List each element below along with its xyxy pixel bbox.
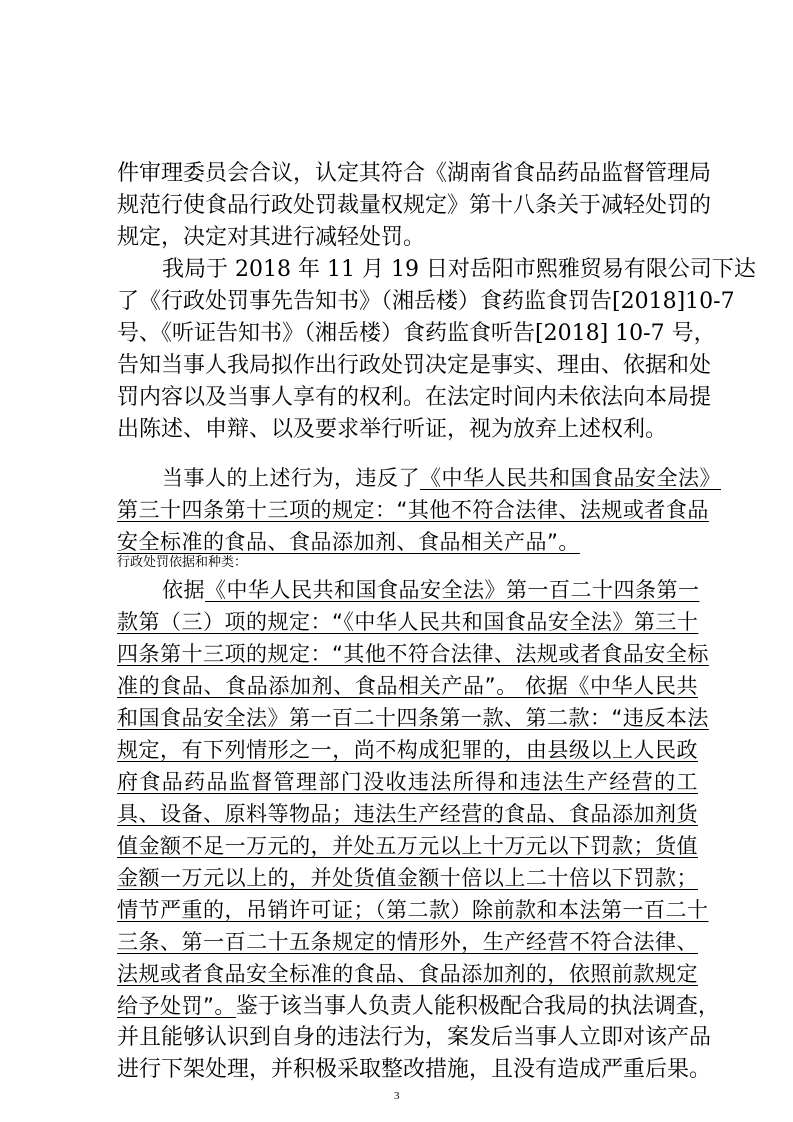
basis-prefix: 依据: [162, 578, 205, 602]
paragraph1-line2: 规范行使食品行政处罚裁量权规定》第十八条关于减轻处罚的: [117, 193, 712, 218]
paragraph2-line5: 罚内容以及当事人享有的权利。在法定时间内未依法向本局提: [117, 385, 712, 410]
paragraph2-line6: 出陈述、申辩、以及要求举行听证，视为放弃上述权利。: [117, 417, 668, 442]
basis-line1: [162, 574, 700, 606]
basis-line10: 金额一万元以上的，并处货值金额十倍以上二十倍以下罚款；: [117, 866, 698, 890]
basis-line7: 府食品药品监督管理部门没收违法所得和违法生产经营的工: [117, 770, 698, 794]
violation-law-name: 《中华人民共和国食品安全法》: [420, 466, 721, 490]
basis-last-plain: 鉴于该当事人负责人能积极配合我局的执法调查，: [235, 994, 720, 1019]
page-number: 3: [394, 1090, 400, 1102]
violation-prefix: 当事人的上述行为，违反了: [162, 466, 420, 490]
paragraph2-line4: 告知当事人我局拟作出行政处罚决定是事实、理由、依据和处: [117, 353, 712, 378]
basis-line1-underlined: 《中华人民共和国食品安全法》第一百二十四条第一: [205, 578, 700, 602]
basis-heading: 行政处罚依据和种类：: [117, 555, 248, 570]
paragraph1-line3: 规定，决定对其进行减轻处罚。: [117, 225, 426, 250]
paragraph2-line3: 号、《听证告知书》（湘岳楼）食药监食听告[2018] 10-7 号，: [117, 321, 716, 346]
violation-line2: 第三十四条第十三项的规定：“其他不符合法律、法规或者食品: [117, 498, 709, 522]
basis-last-underlined: 给予处罚”。: [117, 994, 236, 1018]
paragraph1-line1: 件审理委员会合议，认定其符合《湖南省食品药品监督管理局: [117, 161, 712, 186]
basis-line9: 值金额不足一万元的，并处五万元以上十万元以下罚款；货值: [117, 834, 698, 858]
paragraph2-line1: 我局于 2018 年 11 月 19 日对岳阳市熙雅贸易有限公司下达: [162, 257, 756, 282]
basis-line13: 法规或者食品安全标准的食品、食品添加剂的，依照前款规定: [117, 962, 698, 986]
basis-line14: [117, 990, 720, 1023]
basis-line3: 四条第十三项的规定：“其他不符合法律、法规或者食品安全标: [117, 642, 709, 666]
basis-line8: 具、设备、原料等物品；违法生产经营的食品、食品添加剂货: [117, 802, 698, 826]
basis-line15: 并且能够认识到自身的违法行为，案发后当事人立即对该产品: [117, 1025, 712, 1050]
basis-line12: 三条、第一百二十五条规定的情形外，生产经营不符合法律、: [117, 930, 698, 954]
paragraph2-line2: 了《行政处罚事先告知书》（湘岳楼）食药监食罚告[2018]10-7: [117, 289, 735, 314]
basis-line4: 准的食品、食品添加剂、食品相关产品”。 依据《中华人民共: [117, 674, 698, 698]
basis-line16: 进行下架处理，并积极采取整改措施，且没有造成严重后果。: [117, 1057, 712, 1082]
violation-line1: [162, 462, 721, 494]
violation-line3: 安全标准的食品、食品添加剂、食品相关产品”。: [117, 530, 580, 554]
basis-line11: 情节严重的，吊销许可证；（第二款）除前款和本法第一百二十: [117, 898, 709, 922]
basis-line5: 和国食品安全法》第一百二十四条第一款、第二款：“违反本法: [117, 706, 709, 730]
basis-line6: 规定，有下列情形之一，尚不构成犯罪的，由县级以上人民政: [117, 738, 698, 762]
basis-line2: 款第（三）项的规定：“《中华人民共和国食品安全法》第三十: [117, 610, 699, 634]
